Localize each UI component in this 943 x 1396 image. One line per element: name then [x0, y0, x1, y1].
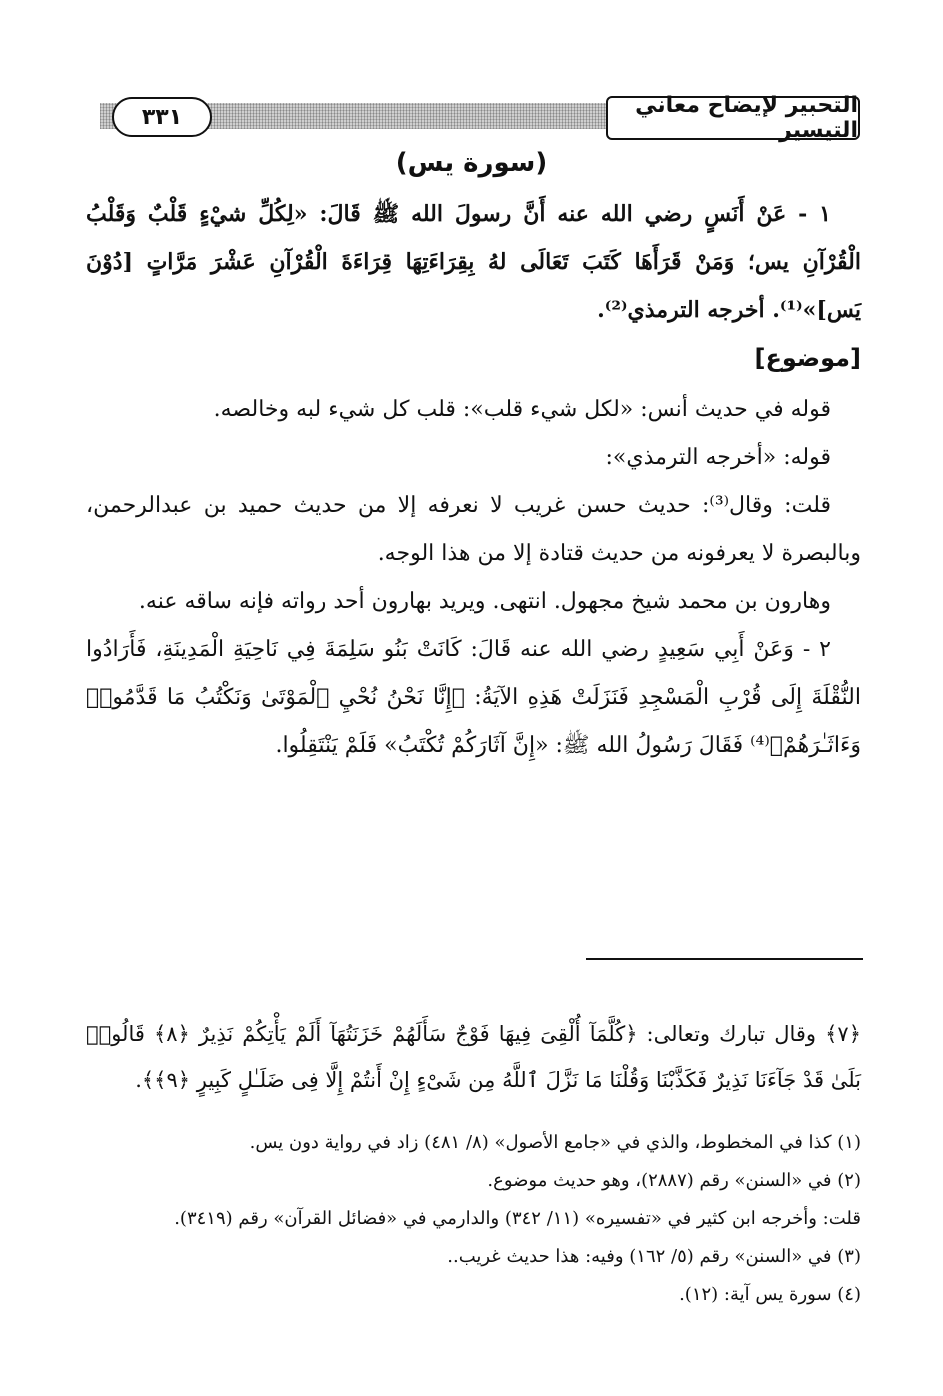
hadith-2: ٢ - وَعَنْ أَبِي سَعِيدٍ رضي الله عنه قَالَ: كَانَتْ بَنُو سَلِمَةَ فِي نَاحِيَةِ الْمَدِينَةِ، فَأَرَادُوا النُّقْلَةَ إِلَى قُرْبِ الْمَسْجِدِ فَنَزَلَتْ هَذِهِ الآيَةُ: ﴿إِنَّا نَحْنُ نُحْيِ ٱلْمَوْتَىٰ وَنَكْتُبُ مَا قَدَّمُوا۟ وَءَاثَـٰرَهُمْ﴾⁽⁴⁾ فَقَالَ رَسُولُ الله ﷺ: «إِنَّ آثَارَكُمْ تُكْتَبُ» فَلَمْ يَنْتَقِلُوا.	[86, 637, 861, 758]
page-number: ٣٣١	[112, 97, 212, 137]
footnotes	[86, 990, 861, 1314]
book-title: التحبير لإيضاح معاني التيسير	[606, 96, 860, 140]
footnote-2: (٢) في «السنن» رقم (٢٨٨٧)، وهو حديث موضوع.	[487, 1170, 861, 1191]
footnote-2-continuation: قلت: وأخرجه ابن كثير في «تفسيره» (١١/ ٣٤٢) والدارمي في «فضائل القرآن» رقم (٣٤١٩).	[174, 1208, 861, 1229]
hadith-1-grade: [موضوع]	[754, 344, 861, 372]
commentary-paragraph-2: قوله: «أخرجه الترمذي»:	[605, 445, 831, 470]
footnote-4: (٤) سورة يس آية: (١٢).	[679, 1284, 861, 1305]
footnote-1: (١) كذا في المخطوط، والذي في «جامع الأصول» (٨/ ٤٨١) زاد في رواية دون يس.	[249, 1132, 861, 1153]
footnote-3: (٣) في «السنن» رقم (٥/ ١٦٢) وفيه: هذا حديث غريب..	[447, 1246, 861, 1267]
section-title: (سورة يس)	[395, 148, 548, 178]
footnote-divider	[586, 958, 863, 960]
commentary-paragraph-1: قوله في حديث أنس: «لكل شيء قلب»: قلب كل شيء لبه وخالصه.	[213, 397, 831, 422]
commentary-paragraph-3: قلت: وقال⁽³⁾: حديث حسن غريب لا نعرفه إلا من حديث حميد بن عبدالرحمن، وبالبصرة لا يعرفونه من حديث قتادة إلا من هذا الوجه.	[86, 493, 861, 566]
running-header	[100, 93, 860, 143]
main-text	[86, 190, 861, 770]
commentary-paragraph-4: وهارون بن محمد شيخ مجهول. انتهى. ويريد بهارون أحد رواته فإنه ساقه عنه.	[138, 589, 831, 614]
hadith-1: ١ - عَنْ أَنَسٍ رضي الله عنه أَنَّ رسولَ الله ﷺ قَالَ: «لِكُلِّ شيْءٍ قَلْبٌ وَقَلْبُ الْقُرْآنِ يس؛ وَمَنْ قَرَأَهَا كَتَبَ تَعَالَى لهُ بِقِرَاءَتِهَا قِرَاءَةَ الْقُرْآنِ عَشْرَ مَرَّاتٍ [دُوْنَ يَس]»⁽¹⁾. أخرجه الترمذي⁽²⁾.	[86, 201, 861, 323]
footnote-verse-continuation: ﴿٧﴾ وقال تبارك وتعالى: ﴿كُلَّمَآ أُلْقِىَ فِيهَا فَوْجٌ سَأَلَهُمْ خَزَنَتُهَآ أَلَمْ يَأْتِكُمْ نَذِيرٌ ﴿٨﴾ قَالُوا۟ بَلَىٰ قَدْ جَآءَنَا نَذِيرٌ فَكَذَّبْنَا وَقُلْنَا مَا نَزَّلَ ٱللَّهُ مِن شَىْءٍ إِنْ أَنتُمْ إِلَّا فِى ضَلَـٰلٍ كَبِيرٍ ﴿٩﴾﴾.	[86, 1022, 862, 1092]
